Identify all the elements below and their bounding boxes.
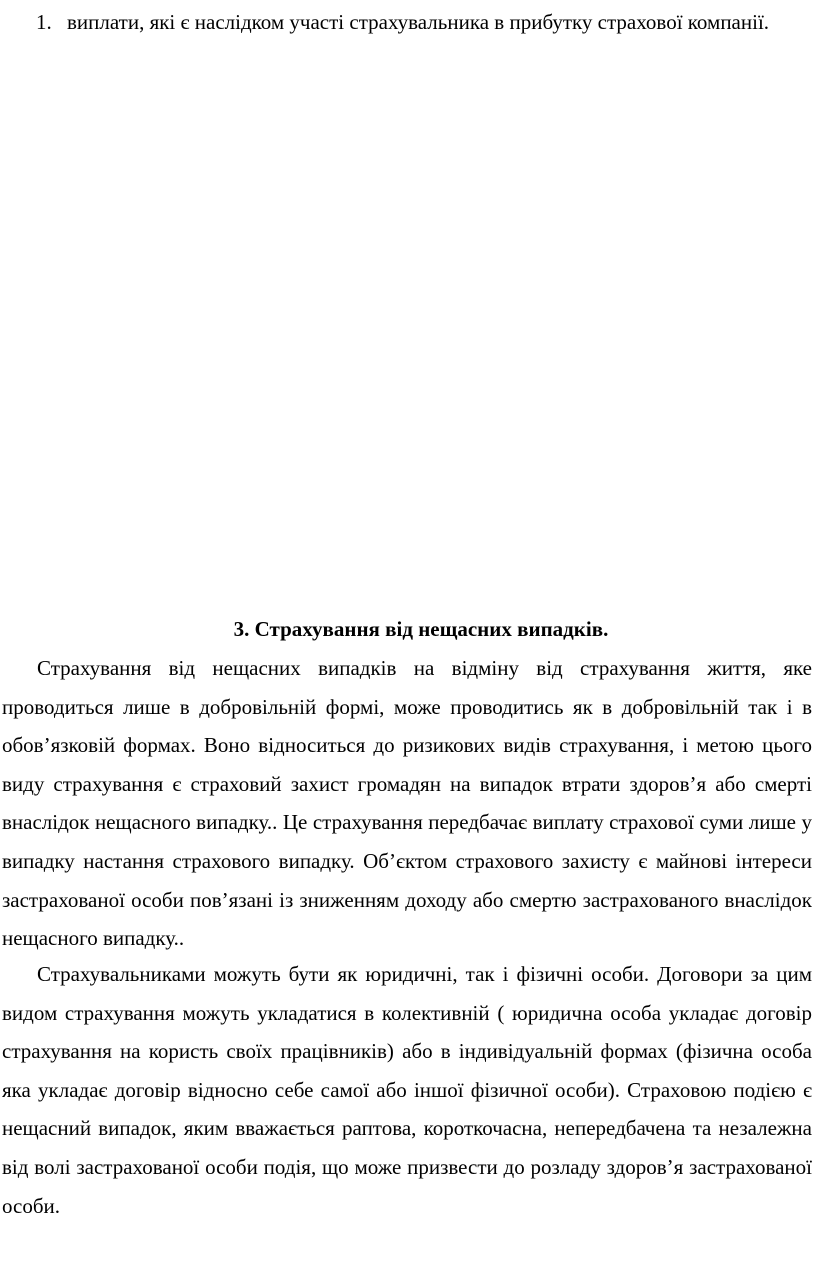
list-item-text: виплати, які є наслідком участі страхувальника в прибутку страхової компанії. xyxy=(67,10,770,34)
paragraph-accident-insurance-intro: Страхування від нещасних випадків на відміну від страхування життя, яке проводиться лише в добровільній формі, може проводитись як в добровільній так і в обов’язковій формах. Воно відноситься до ризикових видів страхування, і метою цього виду страхування є страховий захист громадян на випадок втрати здоров’я або смерті внаслідок нещасного випадку.. Це страхування передбачає виплату страхової суми лише у випадку настання страхового випадку. Об’єктом страхового захисту є майнові інтереси застрахованої особи пов’язані із зниженням доходу або смертю застрахованого внаслідок нещасного випадку.. xyxy=(2,656,812,951)
section-heading: 3. Страхування від нещасних випадків. xyxy=(233,617,609,641)
list-item-number: 1. xyxy=(36,10,52,34)
list-item xyxy=(36,4,808,41)
paragraph-policyholders: Страхувальниками можуть бути як юридичні, так і фізичні особи. Договори за цим видом страхування можуть укладатися в колективній ( юридична особа укладає договір страхування на користь своїх працівників) або в індивідуальній формах (фізична особа яка укладає договір відносно себе самої або іншої фізичної особи). Страховою подією є нещасний випадок, яким вважається раптова, короткочасна, непередбачена та незалежна від волі застрахованої особи подія, що може призвести до розладу здоров’я застрахованої особи. xyxy=(2,962,812,1218)
